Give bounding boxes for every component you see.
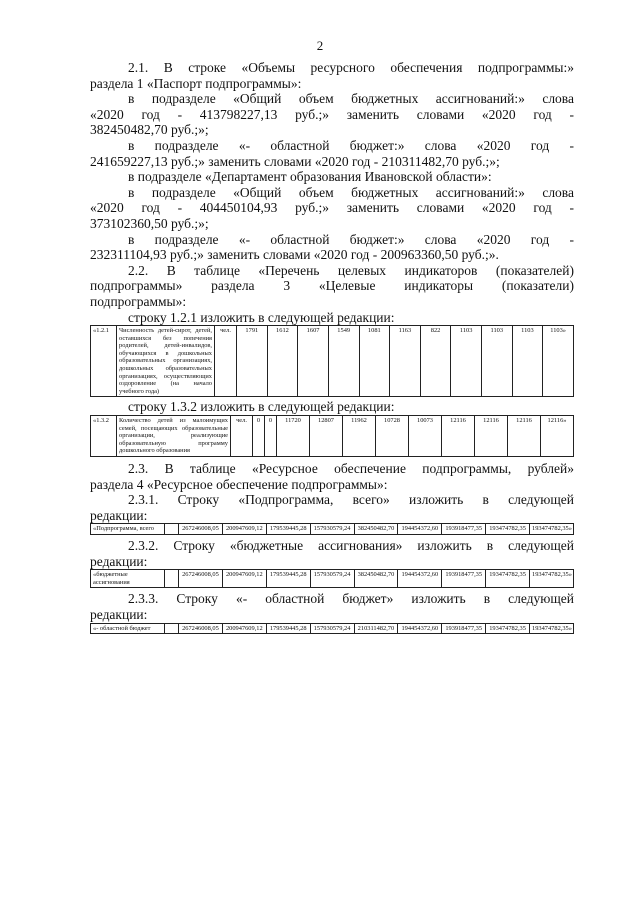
table-cell: 193474782,35: [486, 524, 530, 535]
row-name: «Подпрограмма, всего: [91, 524, 165, 535]
table-cell: 1607: [298, 326, 329, 397]
table-cell: 193918477,35: [442, 623, 486, 634]
text-line: 2.3.3. Строку «- областной бюджет» изложить в следующей: [128, 591, 574, 607]
table-row: [91, 570, 574, 588]
table-cell: 12116»: [541, 416, 574, 457]
table-cell: 12807: [310, 416, 343, 457]
table-cell: 0: [265, 416, 277, 457]
text-line: редакции:: [90, 507, 148, 523]
paragraph-2-3: [90, 461, 574, 492]
table-cell: 267246008,05: [179, 524, 223, 535]
table-cell: 179539445,28: [266, 623, 310, 634]
text-line: раздела 1 «Паспорт подпрограммы»:: [90, 75, 302, 91]
text-line: «2020 год - 404450104,93 руб.;» заменить словами «2020 год -: [90, 200, 574, 216]
text-line: 241659227,13 руб.;» заменить словами «2020 год - 210311482,70 руб.;»;: [90, 153, 500, 169]
text-line: в подразделе «- областной бюджет:» слова «2020 год -: [128, 231, 574, 247]
paragraph-total-volume-1: [90, 91, 574, 138]
table-cell: 12116: [508, 416, 541, 457]
row-132-heading: строку 1.3.2 изложить в следующей редакции:: [128, 399, 395, 415]
table-cell: 11720: [277, 416, 310, 457]
text-line: 2.3. В таблице «Ресурсное обеспечение подпрограммы, рублей»: [128, 461, 574, 476]
row-unit: чел.: [215, 326, 237, 397]
text-line: в подразделе «Общий объем бюджетных ассигнований:» слова: [128, 91, 574, 107]
page-number: 2: [316, 38, 324, 53]
text-line: 2.1. В строке «Объемы ресурсного обеспечения подпрограммы:»: [128, 60, 574, 75]
table-cell: 1612: [267, 326, 298, 397]
text-line: 2.3.1. Строку «Подпрограмма, всего» изложить в следующей: [128, 492, 574, 508]
text-line: 232311104,93 руб.;» заменить словами «2020 год - 200963360,50 руб.;».: [90, 247, 499, 263]
table-cell: 193918477,35: [442, 524, 486, 535]
table-cell: 193474782,35»: [530, 623, 574, 634]
table-cell: 1549: [328, 326, 359, 397]
table-row: [91, 326, 574, 397]
resource-table-regional: [90, 623, 574, 635]
table-cell: 193474782,35: [486, 570, 530, 588]
table-row: [91, 623, 574, 634]
paragraph-2-3-3: [90, 591, 574, 622]
table-cell: 179539445,28: [266, 524, 310, 535]
text-line: 2.2. В таблице «Перечень целевых индикаторов (показателей): [128, 262, 574, 278]
table-cell-empty: [165, 623, 179, 634]
table-cell: 200947609,12: [222, 524, 266, 535]
table-cell: 382450482,70: [354, 570, 398, 588]
text-line: подпрограммы»:: [90, 293, 187, 309]
table-cell: 194454372,60: [398, 524, 442, 535]
table-cell: 194454372,60: [398, 623, 442, 634]
table-cell: 193474782,35»: [530, 524, 574, 535]
indicator-table-row-132: [90, 415, 574, 457]
table-cell: 0: [253, 416, 265, 457]
table-cell: 193918477,35: [442, 570, 486, 588]
text-line: подпрограммы» раздела 3 «Целевые индикаторы (показатели): [90, 278, 574, 294]
text-line: в подразделе «Департамент образования Ивановской области»:: [128, 169, 492, 185]
table-cell: 194454372,60: [398, 570, 442, 588]
table-cell: 12116: [442, 416, 475, 457]
table-cell: 1103: [482, 326, 513, 397]
text-line: раздела 4 «Ресурсное обеспечение подпрограммы»:: [90, 476, 388, 492]
table-row: [91, 416, 574, 457]
paragraph-regional-budget-2: [90, 232, 574, 263]
table-cell: 193474782,35: [486, 623, 530, 634]
table-cell: 179539445,28: [266, 570, 310, 588]
document-body: [90, 60, 574, 634]
text-line: редакции:: [90, 606, 148, 622]
table-cell: 193474782,35»: [530, 570, 574, 588]
table-cell: 267246008,05: [179, 623, 223, 634]
paragraph-2-2: [90, 263, 574, 310]
table-cell: 1103: [451, 326, 482, 397]
paragraph-2-3-1: [90, 492, 574, 523]
row-unit: чел.: [231, 416, 253, 457]
table-cell: 1081: [359, 326, 390, 397]
table-cell: 157930579,24: [310, 623, 354, 634]
resource-table-budget: [90, 569, 574, 588]
table-cell: 1791: [237, 326, 268, 397]
table-cell: 1103: [512, 326, 543, 397]
resource-table-total: [90, 523, 574, 535]
table-cell: 1163: [390, 326, 421, 397]
table-cell: 382450482,70: [354, 524, 398, 535]
table-cell: 267246008,05: [179, 570, 223, 588]
text-line: в подразделе «- областной бюджет:» слова «2020 год -: [128, 137, 574, 153]
table-cell: 11962: [343, 416, 376, 457]
row-name: «бюджетные ассигнования: [91, 570, 165, 588]
row-name: «- областной бюджет: [91, 623, 165, 634]
paragraph-regional-budget-1: [90, 138, 574, 169]
text-line: 373102360,50 руб.;»;: [90, 215, 209, 231]
paragraph-department: [90, 169, 574, 185]
table-cell: 200947609,12: [222, 623, 266, 634]
paragraph-2-1: [90, 60, 574, 91]
table-cell: 200947609,12: [222, 570, 266, 588]
row-name: Количество детей из малоимущих семей, посещающих образовательные организации, реализующие образовательную программу дошкольного образования: [117, 416, 231, 457]
text-line: 382450482,70 руб.;»;: [90, 122, 209, 138]
row-name: Численность детей-сирот, детей, оставшихся без попечения родителей, детей-инвалидов, обучающихся в дошкольных образовательных организациях, дошкольных образовательных организациях, осуществляющих оздоровление (на начало учебного года): [117, 326, 215, 397]
row-code: «1.2.1: [91, 326, 117, 397]
table-cell: 10728: [376, 416, 409, 457]
table-cell: 157930579,24: [310, 570, 354, 588]
table-cell: 12116: [475, 416, 508, 457]
row-121-heading: строку 1.2.1 изложить в следующей редакции:: [128, 309, 395, 325]
table-cell: 822: [420, 326, 451, 397]
paragraph-total-volume-2: [90, 185, 574, 232]
indicator-table-row-121: [90, 325, 574, 397]
table-cell: 157930579,24: [310, 524, 354, 535]
paragraph-2-3-2: [90, 538, 574, 569]
table-cell: 1103»: [543, 326, 574, 397]
row-code: «1.3.2: [91, 416, 117, 457]
table-cell: 10073: [409, 416, 442, 457]
text-line: в подразделе «Общий объем бюджетных ассигнований:» слова: [128, 184, 574, 200]
text-line: «2020 год - 413798227,13 руб.;» заменить словами «2020 год -: [90, 106, 574, 122]
text-line: редакции:: [90, 553, 148, 569]
table-cell-empty: [165, 524, 179, 535]
table-row: [91, 524, 574, 535]
table-cell-empty: [165, 570, 179, 588]
text-line: 2.3.2. Строку «бюджетные ассигнования» изложить в следующей: [128, 537, 574, 553]
table-cell: 210311482,70: [354, 623, 398, 634]
